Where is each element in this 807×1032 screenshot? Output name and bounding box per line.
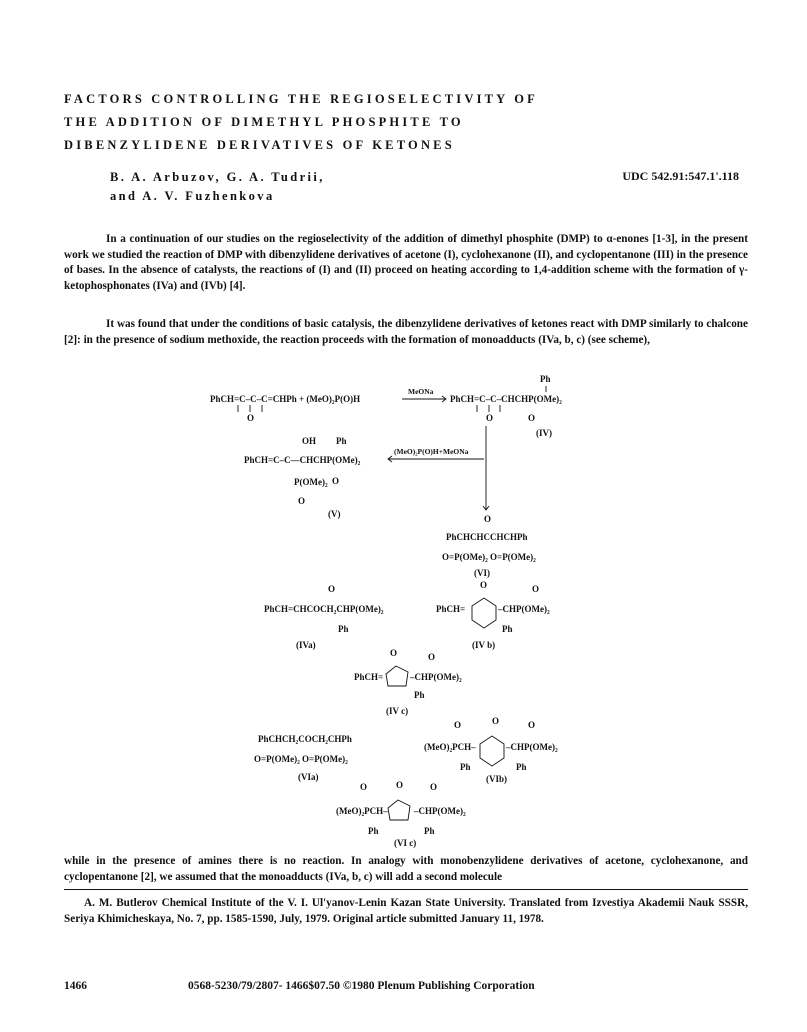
scheme-o-iv: O: [486, 413, 494, 423]
scheme-o-vi: O: [484, 514, 492, 524]
scheme-ph-vic-1: Ph: [368, 826, 379, 836]
scheme-o-reactant: O: [247, 413, 255, 423]
scheme-vib-right: –CHP(OMe)₂: [506, 742, 558, 752]
scheme-reagent-2: (MeO)₂P(O)H+MeONa: [394, 447, 469, 456]
scheme-ivb-left: PhCH=: [436, 604, 466, 614]
scheme-o-vib-1: O: [454, 720, 462, 730]
title-line-2: THE ADDITION OF DIMETHYL PHOSPHITE TO: [64, 115, 464, 129]
authors-line-1: B. A. Arbuzov, G. A. Tudrii,: [110, 170, 325, 184]
paragraph-3: [64, 854, 748, 885]
scheme-label-vic: (VI c): [394, 838, 417, 848]
scheme-label-vib: (VIb): [486, 774, 508, 784]
scheme-via-line-1: PhCHCH₂COCH₂CHPh: [258, 734, 352, 744]
scheme-reactant: PhCH=C–C–C=CHPh + (MeO)₂P(O)H: [210, 394, 361, 404]
scheme-ph-ivc: Ph: [414, 690, 425, 700]
footnote-divider: [64, 889, 748, 890]
scheme-label-vi: (VI): [474, 568, 490, 578]
scheme-via-line-2: O=P(OMe)₂ O=P(OMe)₂: [254, 754, 348, 764]
udc-code: UDC 542.91:547.1'.118: [622, 169, 739, 183]
scheme-o-iv-2: O: [528, 413, 536, 423]
authors-line-2: and A. V. Fuzhenkova: [110, 189, 275, 203]
authors: [110, 168, 325, 206]
scheme-o-ivb-2: O: [532, 584, 540, 594]
paragraph-1-text: In a continuation of our studies on the regioselectivity of the addition of dimethyl phosphite (DMP) to α-enones [1-3], in the present work we studied the reaction of DMP with dibenzylidene derivatives of acetone (I), cyclohexanone (II), and cyclopentanone (III) in the presence of bases. In the absence of catalysts, the reactions of (I) and (II) proceed on heating according to 1,4-addition scheme with the formation of γ-ketophosphonates (IVa) and (IVb) [4].: [64, 233, 748, 292]
scheme-product-vi: PhCHCHCCHCHPh: [446, 532, 528, 542]
scheme-oh: OH: [302, 436, 317, 446]
page-number: 1466: [64, 980, 87, 992]
scheme-vib-left: (MeO)₂PCH–: [424, 742, 476, 752]
scheme-o-ivb-1: O: [480, 580, 488, 590]
scheme-o-vic-3: O: [430, 782, 438, 792]
scheme-ph-vic-2: Ph: [424, 826, 435, 836]
scheme-o-iva: O: [328, 584, 336, 594]
reaction-scheme: [210, 370, 590, 850]
scheme-ivc-left: PhCH=: [354, 672, 384, 682]
scheme-ph-iv: Ph: [540, 374, 551, 384]
scheme-ivb-right: –CHP(OMe)₂: [498, 604, 550, 614]
copyright-line: 0568-5230/79/2807- 1466$07.50 ©1980 Plenum Publishing Corporation: [188, 980, 535, 992]
scheme-o-vib-3: O: [528, 720, 536, 730]
scheme-ivc-right: –CHP(OMe)₂: [410, 672, 462, 682]
scheme-iva: PhCH=CHCOCH₂CHP(OMe)₂: [264, 604, 384, 614]
footnote-text: A. M. Butlerov Chemical Institute of the V. I. Ul'yanov-Lenin Kazan State University. Translated from Izvestiya Akademii Nauk SSSR, Seriya Khimicheskaya, No. 7, pp. 1585-1590, July, 1979. Original article submitted January 11, 1978.: [64, 897, 748, 925]
scheme-ph-iva: Ph: [338, 624, 349, 634]
scheme-o-ivc-1: O: [390, 648, 398, 658]
scheme-o-vic-2: O: [396, 780, 404, 790]
scheme-reagent-1: MeONa: [408, 387, 434, 396]
scheme-o-vic-1: O: [360, 782, 368, 792]
scheme-ph-vib-2: Ph: [516, 762, 527, 772]
scheme-label-ivc: (IV c): [386, 706, 409, 716]
scheme-product-vi-sub: O=P(OMe)₂ O=P(OMe)₂: [442, 552, 536, 562]
scheme-product-iv: PhCH=C–C–CHCHP(OMe)₂: [450, 394, 562, 404]
scheme-label-iv: (IV): [536, 428, 552, 438]
title-line-3: DIBENZYLIDENE DERIVATIVES OF KETONES: [64, 138, 455, 152]
scheme-label-v: (V): [328, 509, 341, 519]
scheme-label-via: (VIa): [298, 772, 319, 782]
scheme-product-v: PhCH=C–C—CHCHP(OMe)₂: [244, 455, 361, 465]
scheme-o-v: O: [332, 476, 340, 486]
scheme-o-vib-2: O: [492, 716, 500, 726]
scheme-product-v-p: P(OMe)₂: [294, 477, 328, 487]
paragraph-2: [64, 317, 748, 348]
scheme-ph-vib-1: Ph: [460, 762, 471, 772]
scheme-o-ivc-2: O: [428, 652, 436, 662]
scheme-label-iva: (IVa): [296, 640, 316, 650]
title-line-1: FACTORS CONTROLLING THE REGIOSELECTIVITY OF: [64, 92, 539, 106]
scheme-ph-v: Ph: [336, 436, 347, 446]
scheme-vic-right: –CHP(OMe)₂: [414, 806, 466, 816]
paragraph-2-text: It was found that under the conditions of basic catalysis, the dibenzylidene derivatives of ketones react with DMP similarly to chalcone [2]: in the presence of sodium methoxide, the reaction proceeds with the formation of monoadducts (IVa, b, c) (see scheme),: [64, 318, 748, 346]
paragraph-3-text: while in the presence of amines there is no reaction. In analogy with monobenzylidene derivatives of acetone, cyclohexanone, and cyclopentanone [2], we assumed that the monoadducts (IVa, b, c) will add a second molecule: [64, 855, 748, 883]
scheme-vic-left: (MeO)₂PCH–: [336, 806, 388, 816]
footnote: [64, 896, 748, 927]
scheme-o-v-2: O: [298, 496, 306, 506]
paragraph-1: [64, 232, 748, 294]
scheme-ph-ivb: Ph: [502, 624, 513, 634]
scheme-label-ivb: (IV b): [472, 640, 496, 650]
